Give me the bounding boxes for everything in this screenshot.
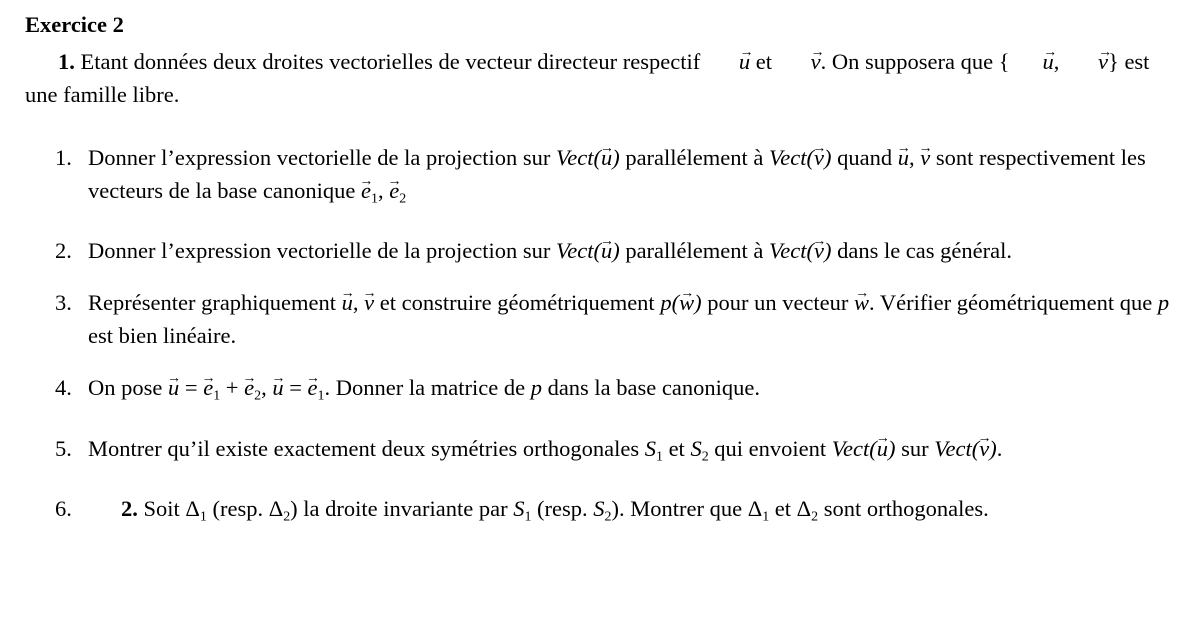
text-run: quand — [831, 145, 898, 170]
text-run: 2. — [121, 496, 138, 522]
vector-symbol: e → — [389, 174, 399, 207]
text-run: et — [769, 496, 797, 522]
text-run: sont orthogonales. — [818, 496, 989, 522]
text-run: S — [690, 435, 702, 461]
text-run: S — [593, 496, 605, 522]
text-run: , — [261, 375, 273, 401]
text-run: ). Montrer que — [611, 496, 748, 522]
text-run: , — [1053, 49, 1066, 74]
text-run: On pose — [88, 375, 168, 401]
text-run: p — [530, 375, 542, 401]
text-run: ) — [989, 435, 997, 461]
text-run: ) — [612, 238, 620, 264]
vector-symbol: v → — [814, 141, 824, 174]
vector-symbol: v → — [1065, 45, 1108, 78]
text-run: Vect( — [831, 435, 877, 461]
text-run: et — [750, 49, 778, 74]
text-run: 1 — [213, 388, 221, 404]
text-run: ( — [671, 290, 680, 316]
text-run: et — [662, 435, 691, 461]
item-text — [88, 432, 1179, 473]
text-run: { — [998, 49, 1010, 74]
text-run: . Donner la matrice de — [324, 375, 531, 401]
item-text — [88, 286, 1179, 352]
text-run: 1 — [655, 449, 663, 465]
text-run: + — [220, 375, 245, 401]
vector-symbol: w → — [854, 286, 869, 319]
list-item — [25, 492, 1179, 533]
text-run: . — [996, 435, 1003, 461]
question-list — [25, 141, 1179, 534]
vector-symbol: v → — [979, 432, 989, 465]
list-item — [25, 371, 1179, 412]
text-run: sont respectivement les vecteurs de la base canonique — [88, 145, 1146, 203]
text-run: Vect( — [768, 145, 814, 170]
text-run: (resp. — [206, 496, 269, 522]
vector-symbol: e → — [308, 371, 318, 404]
text-run: ) — [823, 145, 832, 170]
text-run: sur — [895, 435, 935, 461]
vector-symbol: u → — [272, 371, 283, 404]
item-text — [88, 492, 1179, 533]
text-run: Représenter graphiquement — [88, 290, 342, 316]
text-run: S — [513, 496, 525, 522]
list-item — [25, 286, 1179, 352]
item-number: 1. — [55, 145, 72, 170]
vector-symbol: v → — [778, 45, 821, 78]
vector-symbol: u → — [168, 371, 179, 404]
vector-symbol: u → — [1010, 45, 1054, 78]
item-number: 2. — [55, 238, 72, 264]
text-run: 2 — [399, 191, 407, 207]
text-run: Vect( — [555, 238, 601, 264]
text-run: Etant données deux droites vectorielles de vecteur directeur respectif — [74, 49, 706, 74]
vector-symbol: u → — [877, 432, 888, 465]
text-run: 2 — [254, 388, 262, 404]
text-run: ) — [887, 435, 896, 461]
item-number: 4. — [55, 375, 72, 401]
item-text — [88, 371, 1179, 412]
text-run: 2 — [604, 509, 612, 525]
text-run: Montrer qu’il existe exactement deux symétries orthogonales — [88, 435, 645, 461]
text-run: Δ — [796, 496, 812, 522]
vector-symbol: v → — [364, 286, 374, 319]
text-run: 1. — [58, 49, 75, 74]
text-run: Donner l’expression vectorielle de la projection sur — [88, 238, 556, 264]
text-run: parallélement à — [619, 238, 769, 264]
item-text — [88, 234, 1179, 267]
text-run: est bien linéaire. — [88, 323, 237, 349]
text-run: qui envoient — [708, 435, 832, 461]
item-number: 3. — [55, 290, 72, 316]
vector-symbol: v → — [814, 234, 824, 267]
text-run: 1 — [524, 509, 532, 525]
intro-paragraph — [25, 45, 1179, 111]
vector-symbol: u → — [601, 141, 612, 174]
text-run: Soit — [137, 496, 186, 522]
text-run: , — [352, 290, 365, 316]
text-run: ) — [612, 145, 620, 170]
text-run: dans la base canonique. — [541, 375, 760, 401]
text-run: 2 — [811, 509, 819, 525]
text-run: ) — [694, 290, 702, 316]
text-run: , — [377, 178, 390, 203]
text-run: 1 — [371, 191, 378, 207]
text-run: Vect( — [768, 238, 814, 264]
text-run: p — [660, 290, 672, 316]
text-run: S — [644, 435, 656, 461]
text-run: Vect( — [555, 145, 601, 170]
text-run: 2 — [701, 449, 709, 465]
vector-symbol: u → — [342, 286, 353, 319]
text-run: parallélement à — [619, 145, 769, 170]
text-run: Vect( — [934, 435, 980, 461]
vector-symbol: u → — [898, 141, 909, 174]
text-run: = — [283, 375, 308, 401]
vector-symbol: u → — [706, 45, 750, 78]
text-run: , — [908, 145, 921, 170]
text-run: 1 — [199, 509, 207, 525]
text-run: . On supposera que — [820, 49, 999, 74]
text-run: (resp. — [531, 496, 594, 522]
text-run: } est une famille libre. — [25, 49, 1150, 107]
vector-symbol: e → — [203, 371, 213, 404]
text-run: 2 — [283, 509, 291, 525]
text-run: 1 — [317, 388, 325, 404]
text-run: Donner l’expression vectorielle de la projection sur — [88, 145, 556, 170]
text-run: . Vérifier géométriquement que — [869, 290, 1158, 316]
vector-symbol: e → — [361, 174, 371, 207]
text-run: = — [179, 375, 204, 401]
exercise-heading: Exercice 2 — [25, 12, 124, 37]
vector-symbol: u → — [601, 234, 612, 267]
text-run: dans le cas général. — [831, 238, 1012, 264]
text-run: ) — [823, 238, 832, 264]
item-text — [88, 141, 1179, 215]
vector-symbol: e → — [244, 371, 254, 404]
text-run: 1 — [762, 509, 770, 525]
vector-symbol: v → — [920, 141, 930, 174]
text-run: Δ — [747, 496, 763, 522]
text-run: p — [1157, 290, 1170, 316]
text-run: ) la droite invariante par — [290, 496, 514, 522]
vector-symbol: w → — [679, 286, 694, 319]
item-number: 5. — [55, 435, 72, 461]
text-run: et construire géométriquement — [374, 290, 661, 316]
item-number: 6. — [55, 496, 72, 522]
text-run: pour un vecteur — [701, 290, 855, 316]
list-item — [25, 432, 1179, 473]
list-item — [25, 234, 1179, 267]
text-run: Δ — [185, 496, 200, 522]
text-run: Δ — [268, 496, 284, 522]
list-item — [25, 141, 1179, 215]
